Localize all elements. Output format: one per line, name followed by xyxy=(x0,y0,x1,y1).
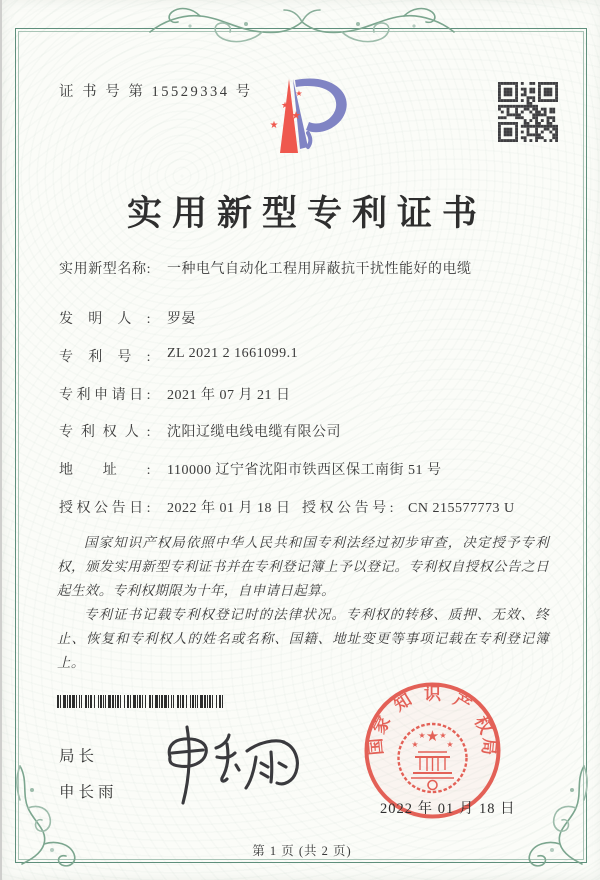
legal-paragraph: 专利证书记载专利权登记时的法律状况。专利权的转移、质押、无效、终止、恢复和专利权人的姓名或名称、国籍、地址变更等事项记载在专利登记簿上。 xyxy=(57,607,549,671)
field-row-grant-number xyxy=(302,497,515,517)
field-label: 实用新型名称: xyxy=(59,262,151,277)
legal-paragraph: 国家知识产权局依照中华人民共和国专利法经过初步审查，决定授予专利权，颁发实用新型专利证书并在专利登记簿上予以登记。专利权自授权公告之日起生效。专利权期限为十年，自申请日起算。 xyxy=(57,535,549,599)
seal-char: 权 xyxy=(470,713,496,737)
signature-handwriting-icon xyxy=(157,715,322,813)
certificate-number: 证 书 号 第 15529334 号 xyxy=(59,84,253,100)
signer-name: 申长雨 xyxy=(59,784,118,801)
certificate-title: 实用新型专利证书 xyxy=(126,194,487,233)
field-row-inventor xyxy=(59,308,196,328)
svg-text:★: ★ xyxy=(269,120,279,131)
svg-text:★: ★ xyxy=(446,740,454,749)
field-row-address xyxy=(59,459,441,479)
field-label: 授权公告日: xyxy=(59,501,151,516)
svg-text:★: ★ xyxy=(280,100,290,110)
qr-code xyxy=(498,82,558,142)
svg-text:★: ★ xyxy=(291,110,301,122)
seal-char: 识 xyxy=(424,684,441,704)
field-label: 地址: xyxy=(59,463,151,478)
cnipa-logo-icon xyxy=(250,76,360,168)
svg-text:★: ★ xyxy=(411,740,419,749)
field-row-utility-model-name xyxy=(59,258,472,278)
seal-char: 国 xyxy=(366,737,387,756)
svg-text:★: ★ xyxy=(425,729,440,745)
field-label: 专利权人: xyxy=(59,425,151,440)
top-floral-ornament-icon xyxy=(142,0,462,58)
seal-char: 局 xyxy=(478,737,499,756)
svg-text:★: ★ xyxy=(418,731,426,740)
field-value: CN 215577773 U xyxy=(408,501,515,516)
field-label: 专利号: xyxy=(59,350,151,365)
page-number: 第 1 页 (共 2 页) xyxy=(252,844,352,858)
field-value: ZL 2021 2 1661099.1 xyxy=(167,346,299,361)
seal-char: 知 xyxy=(390,689,416,715)
seal-char: 家 xyxy=(369,713,395,737)
field-value: 2021 年 07 月 21 日 xyxy=(167,388,291,403)
field-value: 罗晏 xyxy=(167,312,196,327)
barcode xyxy=(57,695,225,708)
signer-title: 局长 xyxy=(59,748,99,765)
field-value: 沈阳辽缆电线电缆有限公司 xyxy=(167,425,341,440)
field-label: 专利申请日: xyxy=(59,388,151,403)
svg-text:★: ★ xyxy=(439,731,447,740)
field-value: 110000 辽宁省沈阳市铁西区保工南街 51 号 xyxy=(167,463,442,478)
field-label: 授权公告号: xyxy=(302,501,394,516)
seal-char: 产 xyxy=(449,689,475,715)
svg-text:★: ★ xyxy=(284,130,296,145)
field-row-grant-date xyxy=(59,497,291,517)
field-row-patentee xyxy=(59,421,341,441)
field-label: 发明人: xyxy=(59,312,151,327)
field-row-patent-number xyxy=(59,346,298,366)
svg-text:★: ★ xyxy=(295,89,303,98)
seal-date: 2022 年 01 月 18 日 xyxy=(380,801,516,817)
field-row-application-date xyxy=(59,384,291,404)
field-value: 一种电气自动化工程用屏蔽抗干扰性能好的电缆 xyxy=(167,262,472,277)
legal-body-text xyxy=(57,531,549,675)
field-value: 2022 年 01 月 18 日 xyxy=(167,501,291,516)
